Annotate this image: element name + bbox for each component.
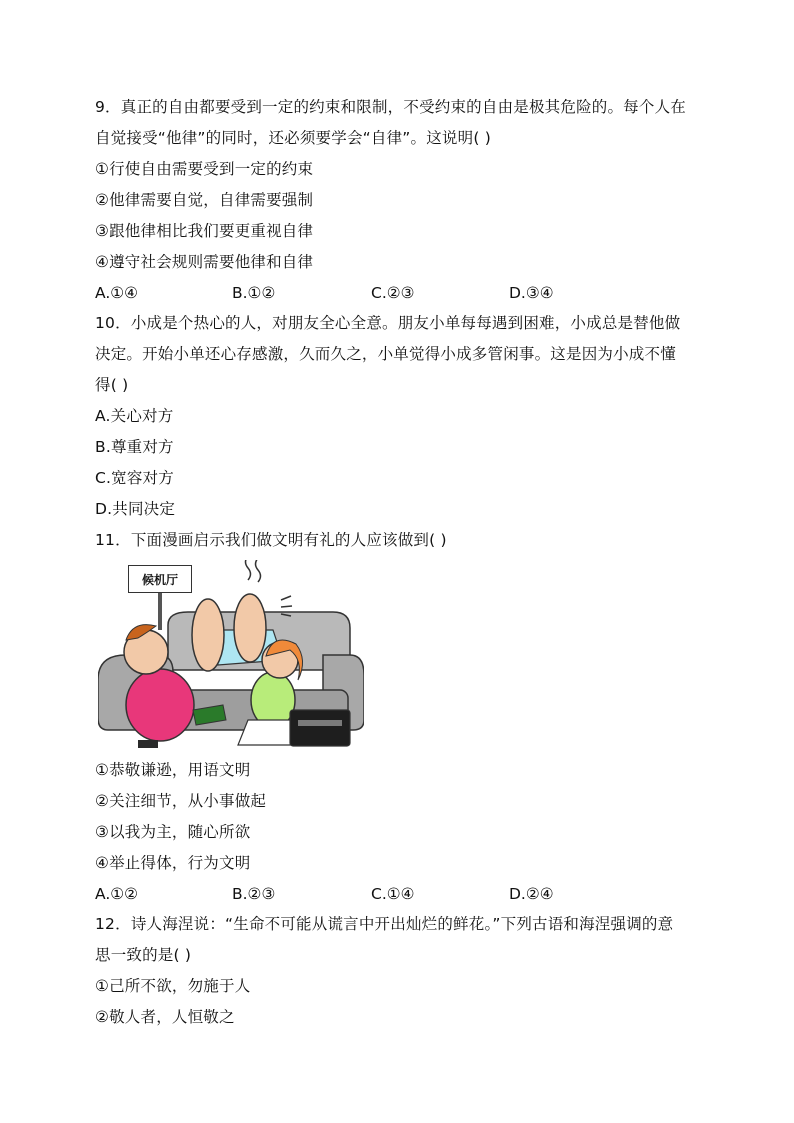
q11-option-d: D.②④	[509, 885, 554, 903]
q10-option-d: D.共同决定	[95, 500, 176, 518]
briefcase	[290, 710, 350, 746]
q9-item-1: ①行使自由需要受到一定的约束	[95, 160, 314, 178]
q10-stem-line-1: 10．小成是个热心的人，对朋友全心全意。朋友小单每每遇到困难，小成总是替他做	[95, 314, 681, 332]
cartoon-illustration	[98, 560, 364, 750]
q10-stem-line-2: 决定。开始小单还心存感激，久而久之，小单觉得小成多管闲事。这是因为小成不懂	[95, 345, 676, 363]
q11-item-1: ①恭敬谦逊，用语文明	[95, 761, 251, 779]
q11-item-3: ③以我为主，随心所欲	[95, 823, 251, 841]
q11-stem-line-1: 11．下面漫画启示我们做文明有礼的人应该做到( )	[95, 531, 447, 549]
bare-foot-right	[234, 594, 266, 662]
q12-item-2: ②敬人者，人恒敬之	[95, 1008, 235, 1026]
bare-foot-left	[192, 599, 224, 671]
smell-line-2	[256, 560, 261, 582]
q12-stem-line-1: 12．诗人海涅说：“生命不可能从谎言中开出灿烂的鲜花。”下列古语和海涅强调的意	[95, 915, 674, 933]
q10-option-a: A.关心对方	[95, 407, 174, 425]
smell-line-1	[246, 560, 251, 580]
q10-stem-line-3: 得( )	[95, 376, 129, 394]
q11-option-a: A.①②	[95, 885, 139, 903]
q9-option-a: A.①④	[95, 284, 139, 302]
q10-option-c: C.宽容对方	[95, 469, 174, 487]
sign-waiting-hall: 候机厅	[128, 565, 192, 593]
q9-option-d: D.③④	[509, 284, 554, 302]
q11-item-4: ④举止得体，行为文明	[95, 854, 251, 872]
q12-stem-line-2: 思一致的是( )	[95, 946, 192, 964]
q11-option-c: C.①④	[371, 885, 415, 903]
q12-item-1: ①己所不欲，勿施于人	[95, 977, 251, 995]
q9-item-4: ④遵守社会规则需要他律和自律	[95, 253, 314, 271]
sign-post	[158, 590, 162, 630]
q9-option-b: B.①②	[232, 284, 276, 302]
q11-option-b: B.②③	[232, 885, 276, 903]
q11-item-2: ②关注细节，从小事做起	[95, 792, 267, 810]
man-shoe	[138, 740, 158, 748]
q9-stem-line-2: 自觉接受“他律”的同时，还必须要学会“自律”。这说明( )	[95, 129, 491, 147]
man-pink-suit	[126, 669, 194, 741]
q9-option-c: C.②③	[371, 284, 415, 302]
q9-item-3: ③跟他律相比我们要更重视自律	[95, 222, 314, 240]
briefcase-strip	[298, 720, 342, 726]
q9-stem-line-1: 9．真正的自由都要受到一定的约束和限制，不受约束的自由是极其危险的。每个人在	[95, 98, 686, 116]
q9-item-2: ②他律需要自觉，自律需要强制	[95, 191, 314, 209]
q10-option-b: B.尊重对方	[95, 438, 174, 456]
